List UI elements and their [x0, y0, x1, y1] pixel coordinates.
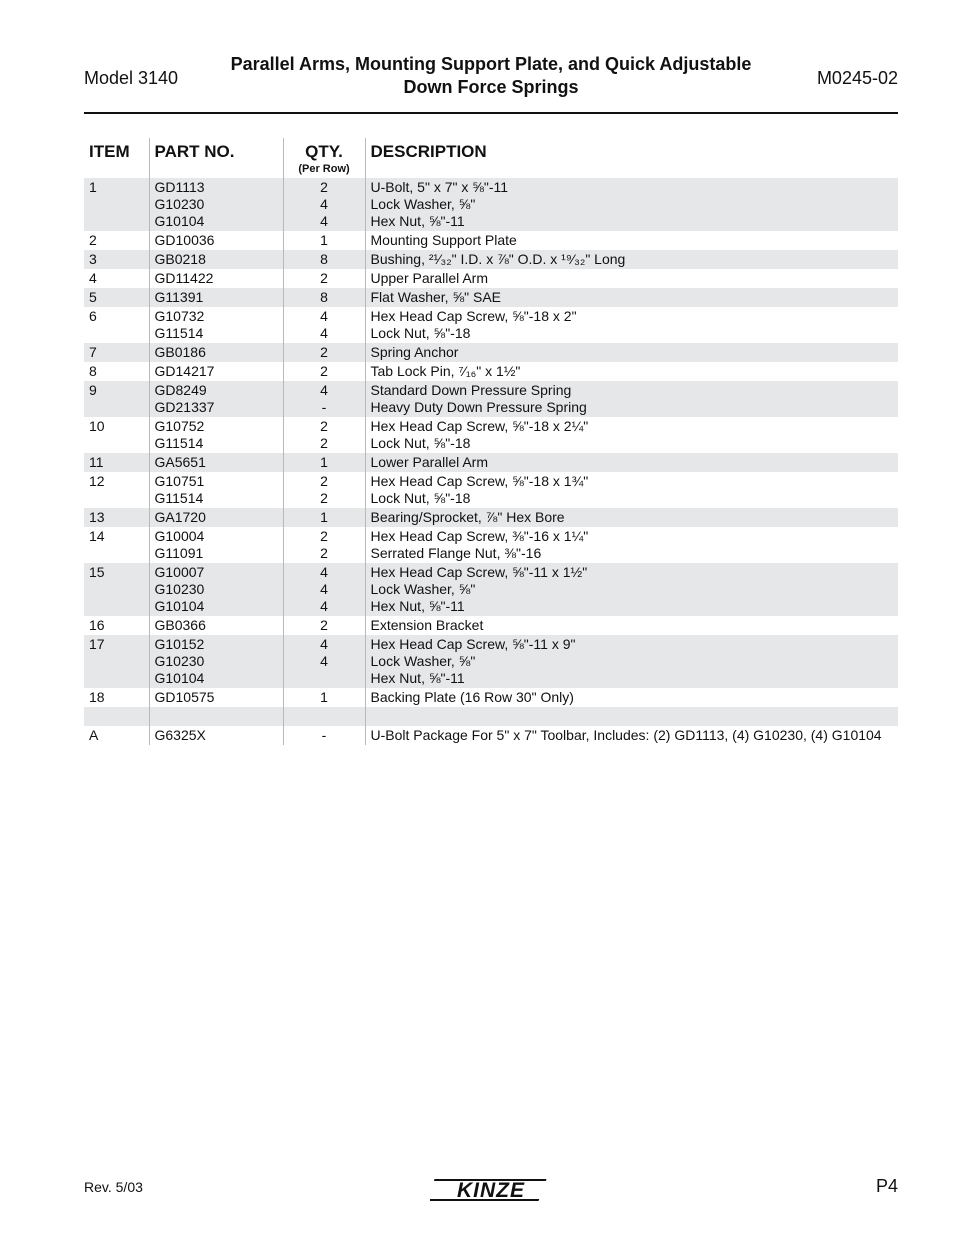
description: Backing Plate (16 Row 30" Only): [370, 689, 574, 705]
item-number: 9: [84, 381, 149, 417]
item-number: 16: [89, 617, 105, 633]
title-line-2: Down Force Springs: [403, 77, 579, 97]
quantity: 2: [320, 179, 328, 195]
table-row: [84, 417, 898, 453]
part-number: GD11422: [154, 270, 214, 286]
part-number: G10751: [154, 473, 205, 489]
quantity: -: [321, 727, 327, 743]
item-number: 5: [84, 288, 149, 307]
quantity: 4: [320, 636, 328, 652]
part-number: GD1113: [154, 179, 205, 195]
description: Lower Parallel Arm: [370, 454, 488, 470]
quantity: -: [321, 399, 327, 415]
part-number: G10007: [154, 564, 205, 580]
description-cell: [365, 362, 898, 381]
document-id: M0245-02: [816, 68, 898, 88]
description: Flat Washer, ⅝" SAE: [370, 289, 501, 305]
part-number-cell: [149, 307, 283, 343]
table-row: [84, 178, 898, 231]
part-number-cell: [149, 726, 283, 745]
description: Serrated Flange Nut, ⅜"-16: [370, 545, 542, 561]
item-number: 14: [89, 528, 105, 544]
quantity: 4: [320, 382, 328, 398]
part-number: GD8249: [154, 382, 207, 398]
page-header: [84, 50, 898, 114]
quantity: 4: [320, 325, 328, 341]
quantity-cell: [283, 616, 365, 635]
spacer-cell: [283, 707, 365, 726]
part-number-cell: [149, 635, 283, 688]
part-number: GB0218: [154, 251, 206, 267]
item-number: 3: [84, 250, 149, 269]
description-cell: [365, 250, 898, 269]
item-number: 1: [84, 178, 149, 231]
part-number: G10104: [154, 598, 205, 614]
quantity: 4: [320, 196, 328, 212]
model-label: Model 3140: [84, 68, 179, 88]
description: Lock Washer, ⅝": [370, 196, 476, 212]
quantity-cell: [283, 472, 365, 508]
description-cell: [365, 307, 898, 343]
description: Hex Head Cap Screw, ⅜"-16 x 1¼": [370, 528, 589, 544]
kinze-logo: [430, 1175, 552, 1205]
table-row: [84, 563, 898, 616]
table-row: [84, 250, 898, 269]
quantity: 2: [320, 435, 328, 451]
description-cell: [365, 688, 898, 707]
part-number: G11514: [154, 435, 204, 451]
table-row: [84, 472, 898, 508]
part-number: G11514: [154, 325, 204, 341]
quantity: 2: [320, 270, 328, 286]
description: Extension Bracket: [370, 617, 484, 633]
description: Hex Head Cap Screw, ⅝"-11 x 1½": [370, 564, 588, 580]
quantity-cell: [283, 453, 365, 472]
quantity: 2: [320, 528, 328, 544]
item-number: A: [89, 727, 99, 743]
description-cell: [365, 381, 898, 417]
part-number-cell: [149, 417, 283, 453]
spacer-row: [84, 707, 898, 726]
quantity-cell: [283, 726, 365, 745]
description: Spring Anchor: [370, 344, 459, 360]
quantity-cell: [283, 381, 365, 417]
header-qty-label: QTY.: [305, 142, 343, 161]
description-cell: [365, 616, 898, 635]
description: Hex Nut, ⅝"-11: [370, 213, 465, 229]
description-cell: [365, 726, 898, 745]
table-row: [84, 362, 898, 381]
quantity-cell: [283, 563, 365, 616]
quantity-cell: [283, 527, 365, 563]
part-number: G10152: [154, 636, 205, 652]
table-row: [84, 527, 898, 563]
part-number: GD21337: [154, 399, 215, 415]
quantity: 8: [320, 251, 328, 267]
description: Bushing, ²¹⁄₃₂" I.D. x ⅞" O.D. x ¹⁹⁄₃₂" Long: [370, 251, 626, 267]
title-line-1: Parallel Arms, Mounting Support Plate, and Quick Adjustable: [230, 54, 752, 74]
part-number-cell: [149, 250, 283, 269]
description-cell: [365, 635, 898, 688]
header-item: ITEM: [89, 142, 130, 161]
page-title: [184, 53, 798, 99]
page-number: P4: [875, 1176, 898, 1196]
part-number: GA5651: [154, 454, 206, 470]
quantity-cell: [283, 269, 365, 288]
table-row: [84, 688, 898, 707]
parts-table: [84, 138, 898, 745]
item-number: 8: [89, 363, 97, 379]
spacer-cell: [365, 707, 898, 726]
part-number: G6325X: [154, 727, 206, 743]
part-number: G10004: [154, 528, 205, 544]
description-cell: [365, 472, 898, 508]
description-cell: [365, 453, 898, 472]
quantity: 8: [320, 289, 328, 305]
part-number: GD14217: [154, 363, 215, 379]
description-cell: [365, 178, 898, 231]
description-cell: [365, 508, 898, 527]
part-number: G10230: [154, 581, 205, 597]
quantity-cell: [283, 688, 365, 707]
description: U-Bolt Package For 5" x 7" Toolbar, Includes: (2) GD1113, (4) G10230, (4) G10104: [370, 727, 882, 743]
quantity: 2: [320, 490, 328, 506]
quantity-cell: [283, 231, 365, 250]
quantity: 1: [320, 509, 328, 525]
part-number: GB0366: [154, 617, 206, 633]
quantity: 2: [320, 617, 328, 633]
part-number: G10230: [154, 196, 205, 212]
part-number: G10752: [154, 418, 205, 434]
table-row: [84, 453, 898, 472]
quantity-cell: [283, 343, 365, 362]
header-description: DESCRIPTION: [365, 138, 898, 178]
logo-wordmark: KINZE: [457, 1179, 525, 1202]
quantity: 1: [320, 689, 328, 705]
part-number: G11091: [154, 545, 204, 561]
quantity: 2: [320, 418, 328, 434]
description: Hex Head Cap Screw, ⅝"-18 x 2": [370, 308, 577, 324]
description: Hex Nut, ⅝"-11: [370, 598, 465, 614]
description: Hex Head Cap Screw, ⅝"-18 x 1¾": [370, 473, 589, 489]
part-number: G10104: [154, 213, 205, 229]
description: Bearing/Sprocket, ⅞" Hex Bore: [370, 509, 565, 525]
quantity: 2: [320, 363, 328, 379]
table-row: [84, 231, 898, 250]
description-cell: [365, 417, 898, 453]
part-number-cell: [149, 616, 283, 635]
part-number: GB0186: [154, 344, 206, 360]
part-number-cell: [149, 178, 283, 231]
description: Standard Down Pressure Spring: [370, 382, 572, 398]
item-number: 17: [84, 635, 149, 688]
description-cell: [365, 231, 898, 250]
description: Hex Nut, ⅝"-11: [370, 670, 465, 686]
quantity-cell: [283, 417, 365, 453]
table-row: [84, 343, 898, 362]
description: Upper Parallel Arm: [370, 270, 488, 286]
quantity-cell: [283, 508, 365, 527]
table-row: [84, 307, 898, 343]
description: Tab Lock Pin, ⁷⁄₁₆" x 1½": [370, 363, 521, 379]
part-number: G10230: [154, 653, 205, 669]
item-number: 2: [89, 232, 97, 248]
table-row: [84, 508, 898, 527]
quantity: 2: [320, 545, 328, 561]
spacer-cell: [149, 707, 283, 726]
item-number: 12: [89, 473, 105, 489]
part-number: GD10036: [154, 232, 215, 248]
part-number-cell: [149, 343, 283, 362]
quantity: 1: [320, 454, 328, 470]
quantity-cell: [283, 307, 365, 343]
table-row: [84, 381, 898, 417]
quantity: 4: [320, 308, 328, 324]
description-cell: [365, 269, 898, 288]
description: Lock Nut, ⅝"-18: [370, 490, 471, 506]
revision-label: Rev. 5/03: [84, 1179, 143, 1195]
header-part-no: PART NO.: [149, 138, 283, 178]
description: Lock Nut, ⅝"-18: [370, 435, 471, 451]
table-row: [84, 635, 898, 688]
item-number: 13: [84, 508, 149, 527]
table-row: [84, 288, 898, 307]
part-number: G10732: [154, 308, 205, 324]
part-number-cell: [149, 269, 283, 288]
quantity: 4: [320, 598, 328, 614]
item-number: 11: [84, 453, 149, 472]
part-number-cell: [149, 362, 283, 381]
part-number-cell: [149, 563, 283, 616]
quantity: [289, 670, 360, 687]
description: Hex Head Cap Screw, ⅝"-18 x 2¼": [370, 418, 589, 434]
description-cell: [365, 527, 898, 563]
part-number-cell: [149, 453, 283, 472]
part-number: GD10575: [154, 689, 215, 705]
header-qty-sub: (Per Row): [298, 163, 350, 175]
quantity-cell: [283, 178, 365, 231]
spacer-cell: [84, 707, 149, 726]
part-number: G10104: [154, 670, 205, 686]
header-qty: [283, 138, 365, 178]
quantity: 2: [320, 473, 328, 489]
part-number-cell: [149, 288, 283, 307]
item-number: 15: [84, 563, 149, 616]
part-number-cell: [149, 472, 283, 508]
part-number-cell: [149, 231, 283, 250]
description-cell: [365, 563, 898, 616]
quantity: 4: [320, 213, 328, 229]
description: Lock Washer, ⅝": [370, 581, 476, 597]
quantity-cell: [283, 250, 365, 269]
table-row: [84, 616, 898, 635]
quantity: 4: [320, 564, 328, 580]
quantity: 4: [320, 581, 328, 597]
description: Lock Washer, ⅝": [370, 653, 476, 669]
description: Lock Nut, ⅝"-18: [370, 325, 471, 341]
part-number-cell: [149, 688, 283, 707]
part-number-cell: [149, 508, 283, 527]
description: U-Bolt, 5" x 7" x ⅝"-11: [370, 179, 509, 195]
parts-table-body: [84, 178, 898, 745]
table-header-row: [84, 138, 898, 178]
part-number: G11391: [154, 289, 204, 305]
part-number: GA1720: [154, 509, 206, 525]
item-number: 10: [89, 418, 105, 434]
description-cell: [365, 343, 898, 362]
part-number-cell: [149, 527, 283, 563]
item-number: 18: [89, 689, 105, 705]
quantity: 2: [320, 344, 328, 360]
item-number: 6: [89, 308, 97, 324]
item-number: 7: [84, 343, 149, 362]
table-row: [84, 269, 898, 288]
part-number-cell: [149, 381, 283, 417]
item-number: 4: [89, 270, 97, 286]
table-row: [84, 726, 898, 745]
quantity-cell: [283, 362, 365, 381]
part-number: G11514: [154, 490, 204, 506]
quantity-cell: [283, 288, 365, 307]
description: Mounting Support Plate: [370, 232, 517, 248]
description-cell: [365, 288, 898, 307]
description: Hex Head Cap Screw, ⅝"-11 x 9": [370, 636, 576, 652]
description: Heavy Duty Down Pressure Spring: [370, 399, 587, 415]
quantity: 4: [320, 653, 328, 669]
quantity-cell: [283, 635, 365, 688]
quantity: 1: [320, 232, 328, 248]
